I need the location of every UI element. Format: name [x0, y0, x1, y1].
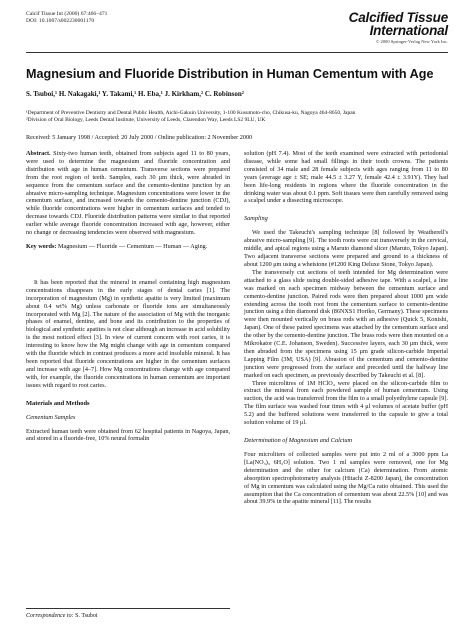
doi-line: DOI: 10.1007/s002230001170	[26, 18, 95, 24]
methods-heading: Materials and Methods	[26, 399, 90, 407]
correspondence-footnote	[26, 608, 230, 620]
affiliations	[26, 110, 456, 124]
affiliation-1: ¹Department of Preventive Dentistry and Dental Public Health, Aichi-Gakuin University, 1-100 Kusumoto-cho, Chikusa-ku, Nagoya 464-8650, Japan	[26, 110, 356, 116]
publication-dates: Received: 5 January 1998 / Accepted: 20 July 2000 / Online publication: 2 November 2000	[26, 134, 253, 141]
abstract-text: Sixty-two human teeth, obtained from subjects aged 11 to 80 years, were used to determine the magnesium and fluoride concentration and distribution with age in human cementum. Transverse sections were prepared from the root region of teeth. Samples, each 30 μm thick, were abraded in sequence from the cementum surface and the cemento-dentine junction by an abrasive micro-sampling technique. Magnesium concentrations were lower in the cementum surface, and increased towards the cemento-dentine junction (CDJ), while fluoride concentrations were higher in cementum surfaces and tended to decrease towards CDJ. Fluoride distribution patterns were similar to that reported earlier while average fluoride concentration increased with age, however, either no change or decreasing tendencies were observed with magnesium.	[26, 150, 231, 237]
logo-line-1: Calcified Tissue	[348, 10, 448, 25]
logo-line-2: International	[369, 23, 448, 38]
sampling-paragraph-1: We used the Takeuchi's sampling technique [8] followed by Weatherell's abrasive micro-sampling [9]. The tooth roots were cut transversely in the cervical, middle, and apical regions using a Maruto diamond slicer (Maruto, Tokyo Japan). Two adjacent transverse sections were prepared and ground to a thickness of about 1200 μm using a whetstone (#1200 King Deluxe Stone, Tokyo Japan).	[244, 229, 448, 268]
keywords-text: Magnesium — Fluoride — Cementum — Human — Aging.	[57, 242, 208, 250]
keywords-label: Key words:	[26, 242, 57, 250]
affiliation-2: ²Division of Oral Biology, Leeds Dental Institute, University of Leeds, Clarendon Way, Leeds LS2 9LU, UK	[26, 117, 266, 123]
correspondence-name: S. Tsuboi	[75, 613, 98, 619]
sampling-paragraph-2: The transversely cut sections of teeth intended for Mg determination were attached to a glass slide using double-sided adhesive tape. With a scalpel, a line was marked on each specimen midway between the cementum surface and cemento-dentine junction. Paired rods were then prepared about 1000 μm wide extending across the tooth root from the cementum surface to cemento-dentine junction using a thin diamond disk (86NXS1 Horiko, Germany). These specimens were then mounted vertically on brass rods with an adhesive (Quick 5, Konishi, Japan). One of these paired specimens was attached by the cementum surface and the other by the cemento-dentine junction. The brass rods were then mounted on a Mikrokator (C.E. Johanson, Sweden). Successive layers, each 30 μm thick, were then abraded from the specimens using 15 μm grade silicon-carbide Imperial Lapping Film (3M, USA) [9]. Abrasion of the cementum and cemento-dentine junction were progressed from the surface and preceded until the halfway line marked on each specimen, as previously described by Takeuchi et al. [8].	[244, 268, 448, 379]
introduction-paragraph: It has been reported that the mineral in enamel containing high magnesium concentrations disappears in the early stages of dental caries [1]. The incorporation of magnesium (Mg) in synthetic apatite is very limited (maximum about 0.4 wt% Mg) unless carbonate or fluoride ions are simultaneously incorporated with Mg [2]. The nature of the association of Mg with the inorganic phases of enamel, dentine, and bone and its contribution to the properties of biological and synthetic apatites is not clear although an increase in acid solubility is the most noticed effect [3]. In view of current concern with root caries, it is interesting to know how the Mg might change with age in cementum compared with the fluoride which in contrast produces a more acid insoluble mineral. It has been reported that fluoride concentrations are higher in the cementum surfaces and increase with age [4–7]. How Mg concentrations change with age compared with, for example, the fluoride concentrations in human cementum are important issues with regard to root caries.	[26, 278, 230, 389]
author-list: S. Tsuboi,¹ H. Nakagaki,¹ Y. Takami,¹ H. Eba,¹ J. Kirkham,² C. Robinson²	[26, 90, 244, 98]
journal-line: Calcif Tissue Int (2000) 67:466–471	[26, 11, 108, 17]
journal-citation	[26, 11, 107, 25]
article-title: Magnesium and Fluoride Distribution in Human Cementum with Age	[26, 67, 434, 81]
journal-logo	[349, 11, 448, 45]
cementum-samples-heading: Cementum Samples	[26, 413, 76, 421]
correspondence-label: Correspondence to:	[26, 613, 74, 619]
methods-paragraph-start: Extracted human teeth were obtained from 62 hospital patients in Nagoya, Japan, and stored in a fluoride-free, 10% neural formalin	[26, 427, 230, 443]
determination-heading: Determination of Magnesium and Calcium	[244, 437, 353, 444]
header-rule	[26, 52, 448, 53]
methods-paragraph-continued: solution (pH 7.4). Most of the teeth examined were extracted with periodontal disease, while some had small fillings in their tooth crowns. The patients consisted of 34 male and 28 female subjects with ages ranging from 11 to 80 years (average age ± SE; male 44.5 ± 3.27 Y, female 42.4 ± 3.91Y). They had been life-long residents in regions where the fluoride concentration in the drinking water was about 0.1 ppm. Soft tissues were then carefully removed using a scalpel under a dissecting microscope.	[244, 150, 448, 205]
abstract	[26, 150, 230, 237]
keywords	[26, 243, 230, 251]
sampling-heading: Sampling	[244, 215, 268, 223]
determination-paragraph: Four microliters of collected samples were put into 2 ml of a 3000 ppm La [La(NO₃)₃ 6H₂O] solution. Two 1 ml samples were removed, one for Mg determination and the other for calcium (Ca) determination. From atomic absorption spectrophotometry analysis (Hitachi Z-8200 Japan), the concentration of Mg in cementum was calculated using the Mg/Ca ratio obtained. This used the assumption that the Ca concentration of cementum was about 22.5% [10] and was about 39.9% in the apatite mineral [11]. The results	[244, 451, 448, 506]
right-column	[244, 150, 448, 506]
abstract-label: Abstract.	[26, 150, 51, 157]
sampling-paragraph-3: Three microlitres of 1M HClO₄ were placed on the silicon-carbide film to extract the mineral from each powdered sample of human cementum. Using suction, the acid was transferred from the film to a small polyethylene capsule [9]. The film surface was washed four times with 4 μl volumes of acetate buffer (pH 5.2) and the buffered solutions were transferred to the capsule to give a total solution volume of 19 μl.	[244, 379, 448, 427]
left-column	[26, 150, 230, 443]
copyright-notice: © 2000 Springer-Verlag New York Inc.	[375, 39, 448, 44]
